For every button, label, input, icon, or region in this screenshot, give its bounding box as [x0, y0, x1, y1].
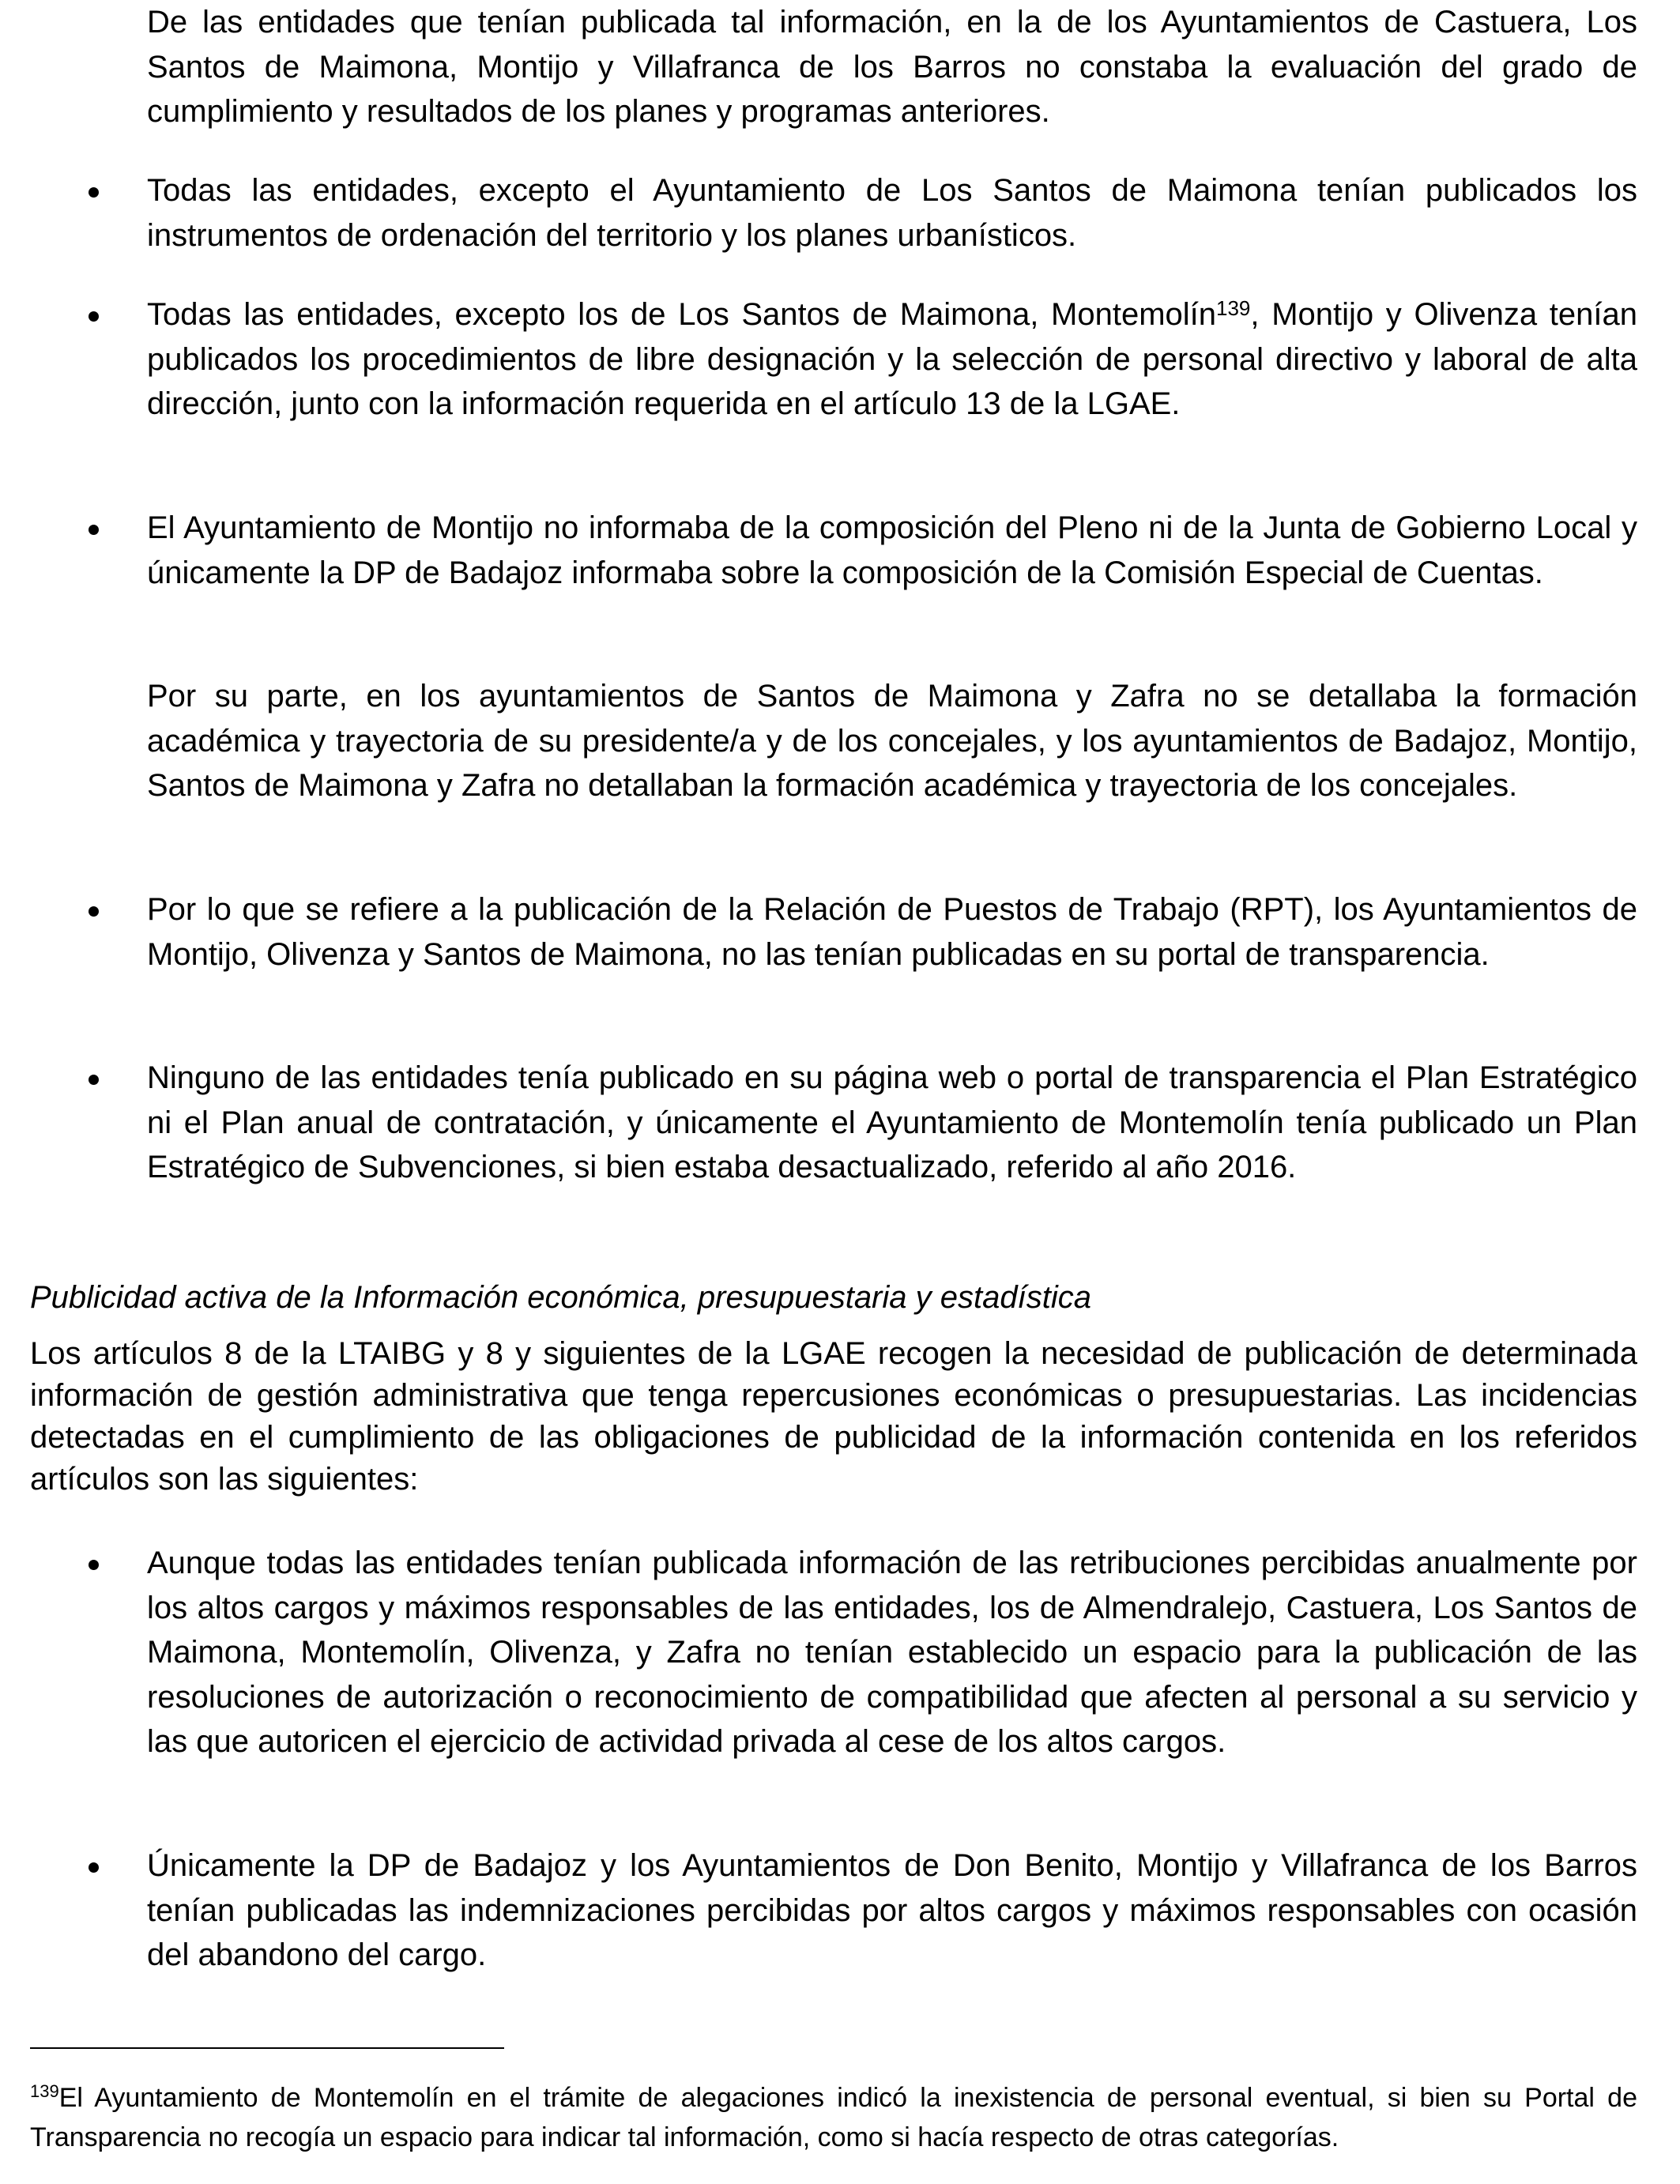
list-item-text: El Ayuntamiento de Montijo no informaba de la composición del Pleno ni de la Junta de Gobierno Local y únicamente la DP de Badajoz informaba sobre la composición de la Comisión Especial de Cuentas. [147, 510, 1637, 590]
list-item [30, 506, 1637, 595]
list-item-text-part: Todas las entidades, excepto los de Los Santos de Maimona, Montemolín [147, 297, 1217, 332]
list-item-text: Ninguno de las entidades tenía publicado en su página web o portal de transparencia el Plan Estratégico ni el Plan anual de contratación, y únicamente el Ayuntamiento de Montemolín tenía publicado un Plan Estratégico de Subvenciones, si bien estaba desactualizado, referido al año 2016. [147, 1060, 1637, 1184]
list-item-text: Aunque todas las entidades tenían publicada información de las retribuciones percibidas anualmente por los altos cargos y máximos responsables de las entidades, los de Almendralejo, Castuera, Los Santos de Maimona, Montemolín, Olivenza, y Zafra no tenían establecido un espacio para la publicación de las resoluciones de autorización o reconocimiento de compatibilidad que afecten al personal a su servicio y las que autoricen el ejercicio de actividad privada al cese de los altos cargos. [147, 1546, 1637, 1759]
list-item [30, 887, 1637, 977]
paragraph-por-su-parte: Por su parte, en los ayuntamientos de Santos de Maimona y Zafra no se detallaba la formación académica y trayectoria de su presidente/a y de los concejales, y los ayuntamientos de Badajoz, Montijo, Santos de Maimona y Zafra no detallaban la formación académica y trayectoria de los concejales. [147, 679, 1637, 803]
list-item [30, 1056, 1637, 1190]
footnote-reference[interactable]: 139 [1216, 296, 1251, 320]
footnote-number: 139 [30, 2080, 59, 2101]
list-item [30, 1843, 1637, 1978]
bullet-icon [89, 1862, 99, 1873]
section-heading: Publicidad activa de la Información económica, presupuestaria y estadística [30, 1280, 1091, 1315]
bullet-icon [89, 1075, 99, 1085]
bullet-icon [89, 906, 99, 917]
bullet-icon [89, 525, 99, 535]
bullet-icon [89, 187, 99, 198]
bullet-icon [89, 311, 99, 322]
bullet-icon [89, 1560, 99, 1570]
footnote-text: El Ayuntamiento de Montemolín en el trámite de alegaciones indicó la inexistencia de personal eventual, si bien su Portal de Transparencia no recogía un espacio para indicar tal información, como si hacía respecto de otras categorías. [30, 2083, 1637, 2152]
list-item-text: Todas las entidades, excepto el Ayuntamiento de Los Santos de Maimona tenían publicados los instrumentos de ordenación del territorio y los planes urbanísticos. [147, 173, 1637, 253]
list-item-text-part: , Montijo y Olivenza tenían publicados los procedimientos de libre designación y la selección de personal directivo y laboral de alta dirección, junto con la información requerida en el artículo 13 de la LGAE. [147, 297, 1637, 421]
list-item-text [147, 292, 1637, 427]
footnote [30, 2078, 1637, 2157]
list-item-text: Únicamente la DP de Badajoz y los Ayuntamientos de Don Benito, Montijo y Villafranca de los Barros tenían publicadas las indemnizaciones percibidas por altos cargos y máximos responsables con ocasión del abandono del cargo. [147, 1848, 1637, 1972]
list-item [30, 1541, 1637, 1764]
list-item [30, 292, 1637, 427]
paragraph-intro: De las entidades que tenían publicada tal información, en la de los Ayuntamientos de Castuera, Los Santos de Maimona, Montijo y Villafranca de los Barros no constaba la evaluación del grado de cumplimiento y resultados de los planes y programas anteriores. [147, 5, 1637, 129]
paragraph-articulos: Los artículos 8 de la LTAIBG y 8 y siguientes de la LGAE recogen la necesidad de publicación de determinada información de gestión administrativa que tenga repercusiones económicas o presupuestarias. Las incidencias detectadas en el cumplimiento de las obligaciones de publicidad de la información contenida en los referidos artículos son las siguientes: [30, 1336, 1637, 1497]
footnote-divider [30, 2047, 504, 2049]
list-item [30, 168, 1637, 258]
list-item-text: Por lo que se refiere a la publicación de la Relación de Puestos de Trabajo (RPT), los Ayuntamientos de Montijo, Olivenza y Santos de Maimona, no las tenían publicadas en su portal de transparencia. [147, 892, 1637, 972]
